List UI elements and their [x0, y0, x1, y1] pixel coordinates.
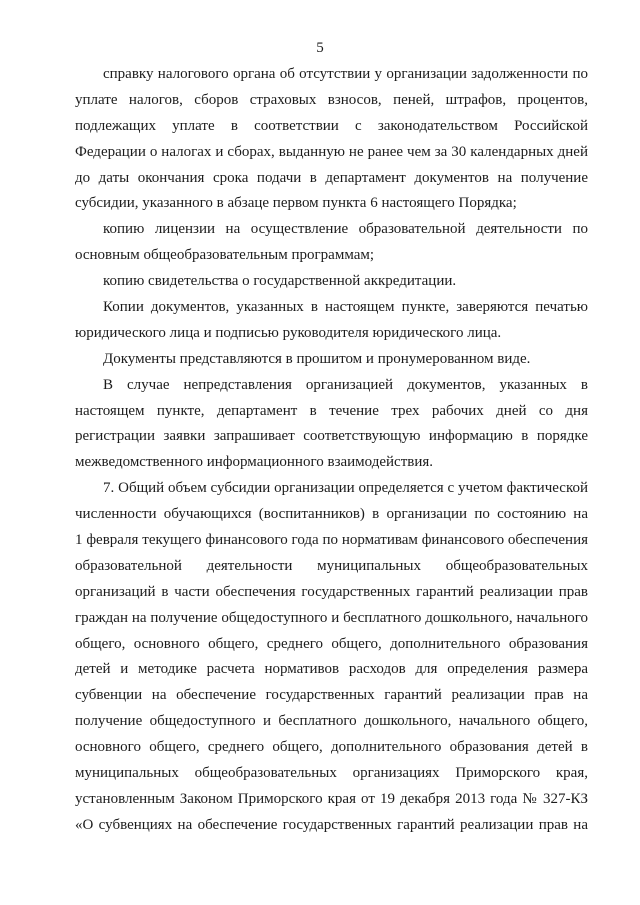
- text-line: уплате налогов, сборов страховых взносов, пеней, штрафов, процентов,: [75, 91, 588, 108]
- document-body: [75, 62, 588, 839]
- text-line: образовательной деятельности муниципальных общеобразовательных: [75, 557, 588, 574]
- text-line: детей и методике расчета нормативов расходов для определения размера: [75, 661, 588, 678]
- text-line: организаций в части обеспечения государственных гарантий реализации прав: [75, 583, 588, 600]
- text-line: граждан на получение общедоступного и бесплатного дошкольного, начального: [75, 609, 588, 626]
- text-line: В случае непредставления организацией документов, указанных в: [103, 376, 588, 393]
- text-line: юридического лица и подписью руководителя юридического лица.: [75, 324, 502, 341]
- text-line: копию свидетельства о государственной аккредитации.: [103, 273, 457, 290]
- text-line: Федерации о налогах и сборах, выданную не ранее чем за 30 календарных дней: [75, 143, 588, 160]
- text-line: справку налогового органа об отсутствии у организации задолженности по: [103, 66, 588, 82]
- text-line: 7. Общий объем субсидии организации определяется с учетом фактической: [103, 480, 588, 497]
- text-line: численности обучающихся (воспитанников) в организации по состоянию на: [75, 506, 588, 523]
- text-line: субсидии, указанного в абзаце первом пункта 6 настоящего Порядка;: [75, 195, 517, 212]
- text-line: настоящем пункте, департамент в течение трех рабочих дней со дня: [75, 402, 588, 419]
- text-line: установленным Законом Приморского края от 19 декабря 2013 года № 327-КЗ: [75, 790, 588, 807]
- page-number: 5: [316, 40, 324, 56]
- text-line: Копии документов, указанных в настоящем пункте, заверяются печатью: [103, 299, 588, 316]
- text-line: регистрации заявки запрашивает соответствующую информацию в порядке: [75, 428, 588, 445]
- text-line: межведомственного информационного взаимодействия.: [75, 454, 434, 471]
- text-line: общего, основного общего, среднего общего, дополнительного образования: [75, 635, 588, 652]
- text-line: субвенции на обеспечение государственных гарантий реализации прав на: [75, 687, 588, 704]
- text-line: 1 февраля текущего финансового года по нормативам финансового обеспечения: [75, 532, 588, 549]
- text-line: копию лицензии на осуществление образовательной деятельности по: [103, 221, 588, 238]
- text-line: получение общедоступного и бесплатного дошкольного, начального общего,: [75, 713, 588, 730]
- text-line: муниципальных общеобразовательных организациях Приморского края,: [75, 765, 588, 782]
- text-line: «О субвенциях на обеспечение государственных гарантий реализации прав на: [75, 816, 588, 833]
- text-line: до даты окончания срока подачи в департамент документов на получение: [75, 169, 588, 186]
- text-line: Документы представляются в прошитом и пронумерованном виде.: [103, 350, 531, 367]
- text-line: основного общего, среднего общего, дополнительного образования детей в: [75, 739, 588, 756]
- text-line: основным общеобразовательным программам;: [75, 247, 375, 264]
- text-line: подлежащих уплате в соответствии с законодательством Российской: [75, 117, 588, 134]
